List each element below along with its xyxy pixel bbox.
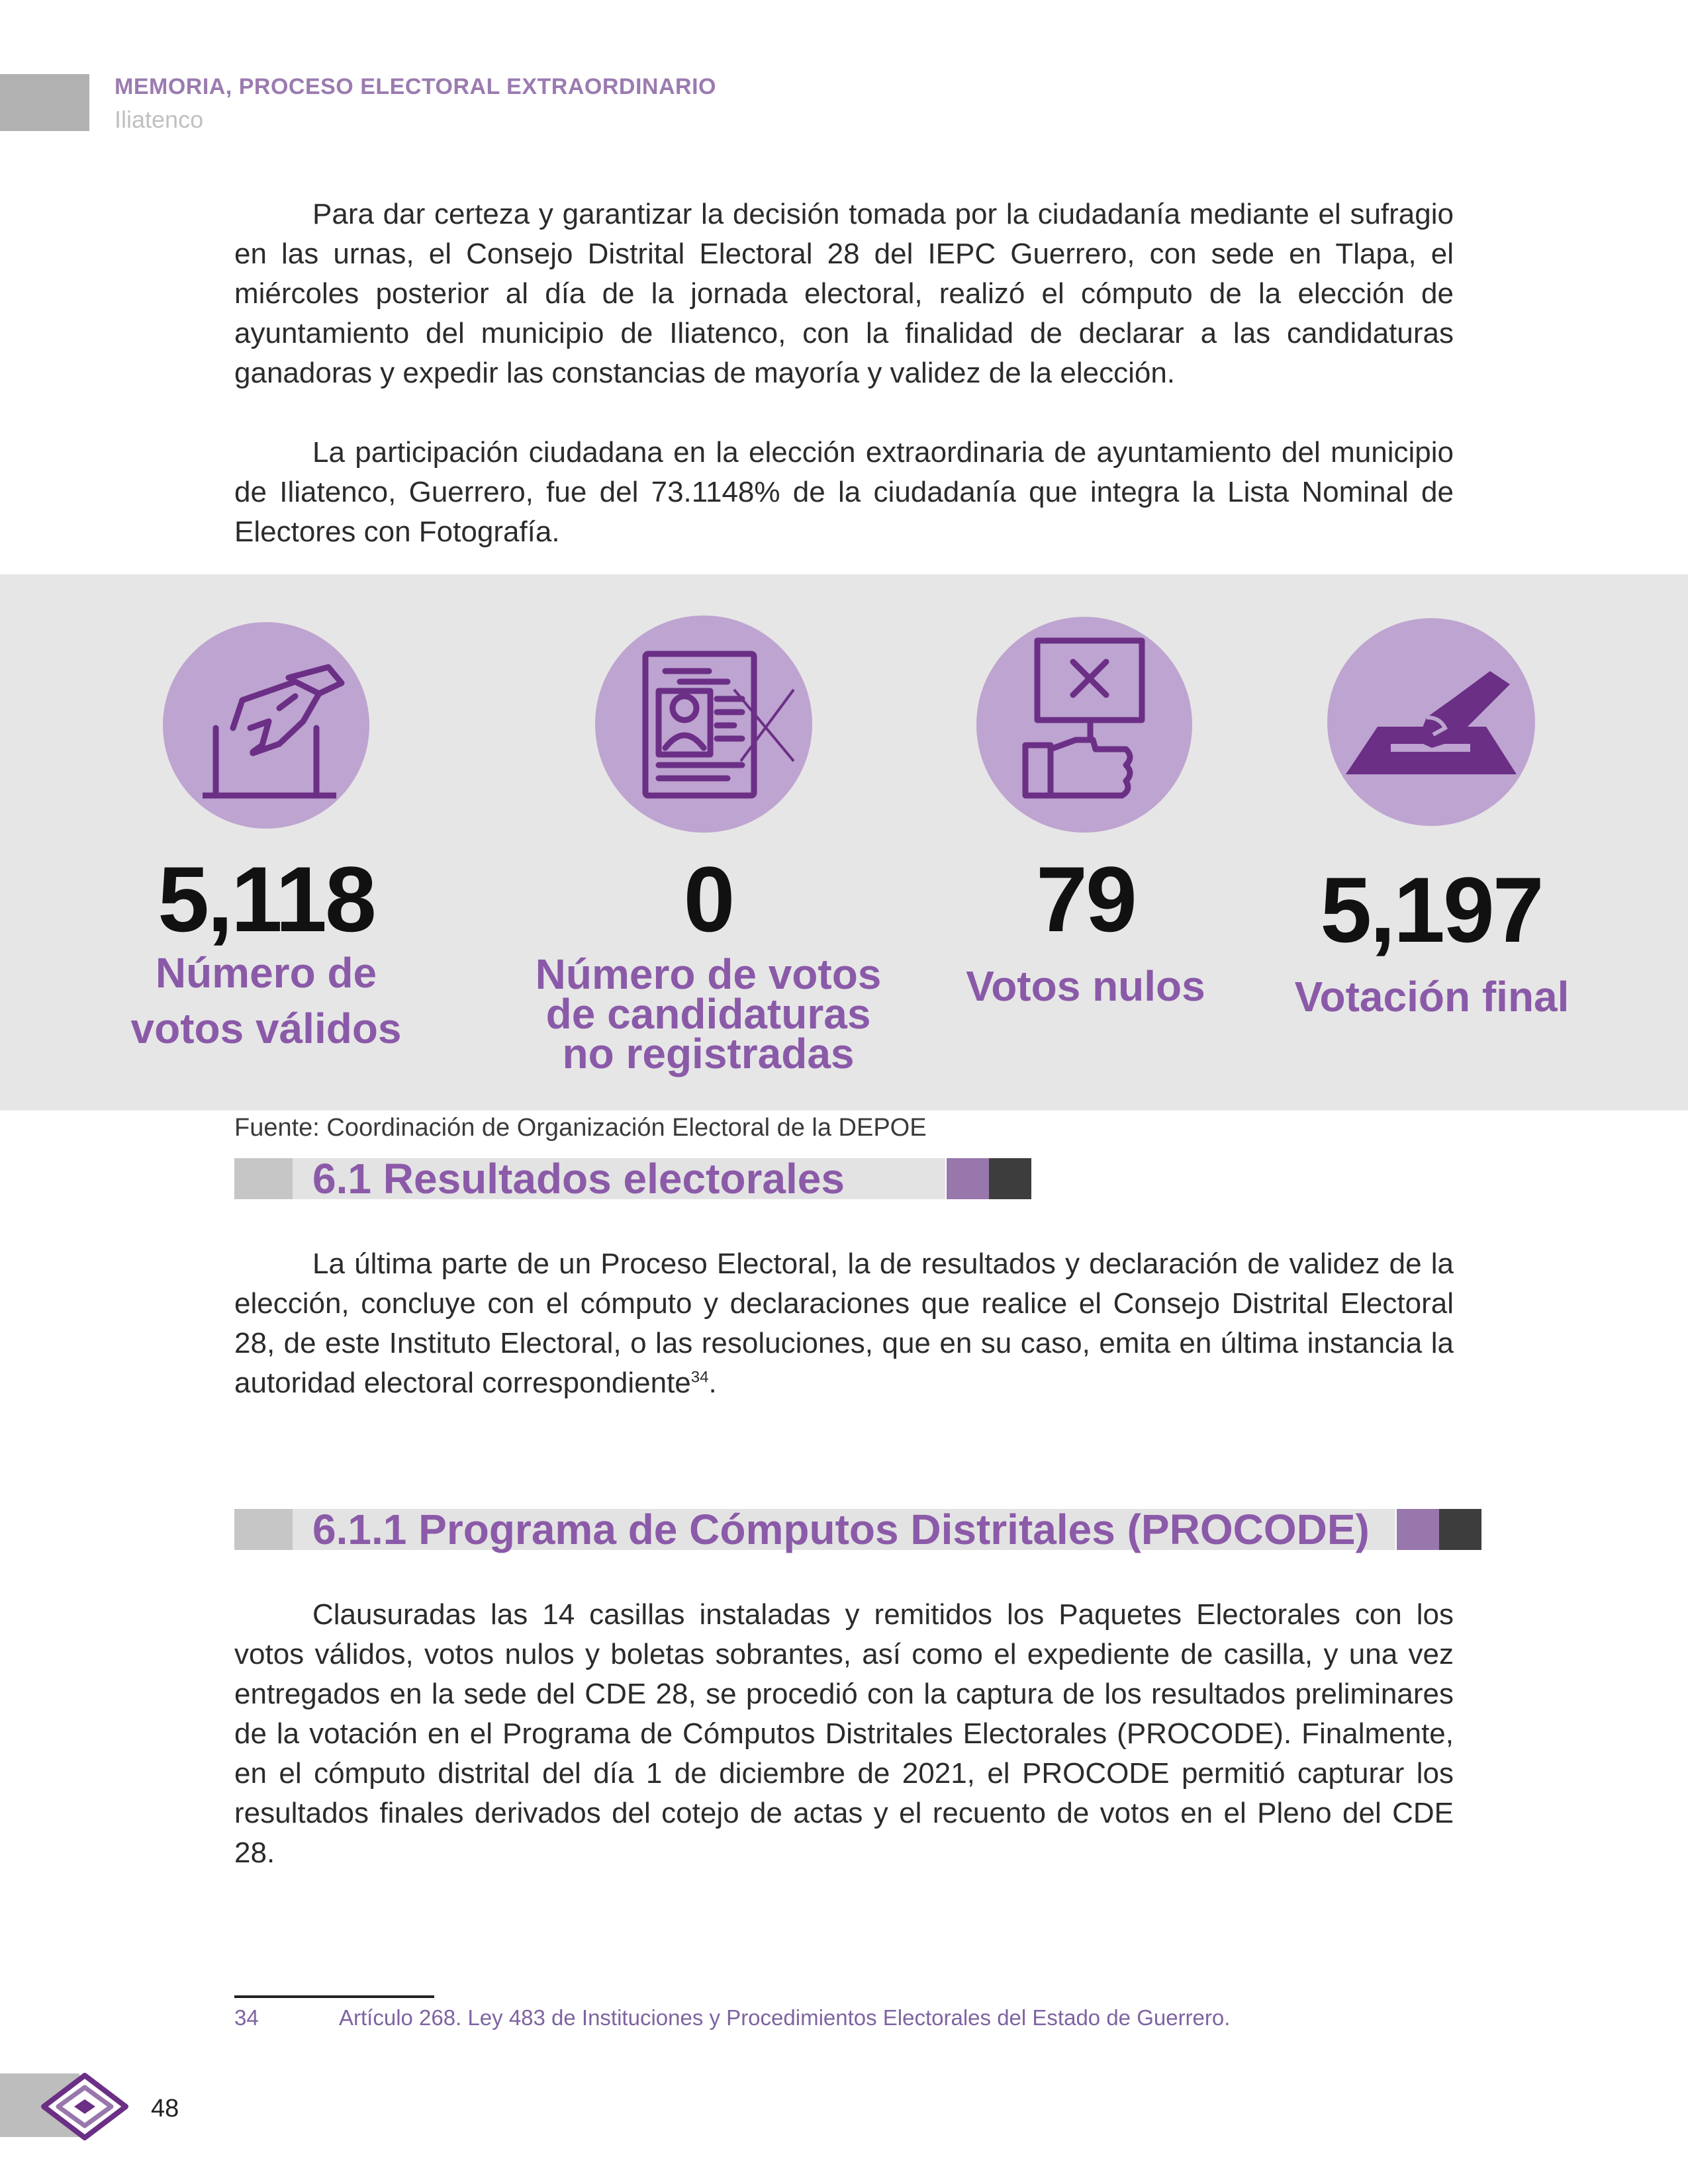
stat-label-final-votes: Votación final: [1294, 973, 1570, 1021]
header-bar: [0, 74, 89, 131]
paragraph-2-text: La participación ciudadana en la elección extraordinaria de ayuntamiento del municipio de Iliatenco, Guerrero, fue del 73.1148% de la ciudadanía que integra la Lista Nominal de Electores con Fotografía.: [234, 436, 1454, 548]
footnote-number: 34: [234, 2005, 259, 2030]
paragraph-1: [234, 195, 1454, 393]
paragraph-3: [234, 1244, 1454, 1403]
paragraph-4: [234, 1595, 1454, 1873]
crossed-ballot-sign-icon: [976, 617, 1192, 833]
stat-label-unregistered-line3: no registradas: [562, 1030, 855, 1077]
page-number: 48: [151, 2095, 179, 2122]
paragraph-1-text: Para dar certeza y garantizar la decisión tomada por la ciudadanía mediante el sufragio en las urnas, el Consejo Distrital Electoral 28 del IEPC Guerrero, con sede en Tlapa, el miércoles posterior al día de la jornada electoral, realizó el cómputo de la elección de ayuntamiento del municipio de Iliatenco, con la finalidad de declarar a las candidaturas ganadoras y expedir las constancias de mayoría y validez de la elección.: [234, 198, 1454, 389]
crossed-id-card-icon: [595, 615, 812, 833]
source-note: Fuente: Coordinación de Organización Electoral de la DEPOE: [234, 1114, 927, 1142]
section-title-6-1-1: 6.1.1 Programa de Cómputos Distritales (PROCODE): [312, 1506, 1370, 1553]
institution-logo-icon: [38, 2070, 131, 2143]
stat-label-null-votes: Votos nulos: [966, 962, 1205, 1010]
section-heading-6-1-1: [234, 1506, 1483, 1553]
section-heading-6-1: [234, 1155, 1031, 1203]
section-title-6-1: 6.1 Resultados electorales: [312, 1155, 845, 1203]
footnote-rule: [234, 1995, 434, 1998]
stat-value-valid-votes: 5,118: [158, 847, 375, 951]
stat-label-unregistered-line1: Número de votos: [535, 950, 882, 998]
hand-ballot-box-icon: [163, 622, 369, 829]
stat-value-unregistered-votes: 0: [683, 847, 733, 951]
stat-label-valid-votes: [86, 945, 446, 1056]
header-subtitle: Iliatenco: [115, 106, 204, 133]
stat-value-null-votes: 79: [1036, 847, 1135, 951]
stat-label-unregistered-line2: de candidaturas: [545, 990, 871, 1038]
paragraph-3-end: .: [708, 1367, 717, 1399]
stat-label-valid-votes-line1: Número de: [155, 949, 377, 997]
paragraph-3-text: La última parte de un Proceso Electoral, la de resultados y declaración de validez de la elección, concluye con el cómputo y declaraciones que realice el Consejo Distrital Electoral 28, de este Instituto Electoral, o las resoluciones, que en su caso, emita en última instancia la autoridad electoral correspondiente: [234, 1248, 1454, 1399]
results-infographic: [0, 574, 1688, 1111]
ballot-slot-icon: [1327, 618, 1535, 826]
paragraph-2: [234, 433, 1454, 552]
stat-label-unregistered-votes: [503, 950, 914, 1077]
stat-value-final-votes: 5,197: [1320, 858, 1542, 962]
footnote-ref-34[interactable]: 34: [690, 1368, 709, 1387]
stat-label-valid-votes-line2: votos válidos: [130, 1005, 402, 1052]
header-title: MEMORIA, PROCESO ELECTORAL EXTRAORDINARIO: [115, 74, 716, 99]
footnote-text: Artículo 268. Ley 483 de Instituciones y Procedimientos Electorales del Estado de Guerrero.: [339, 2005, 1231, 2030]
paragraph-4-text: Clausuradas las 14 casillas instaladas y remitidos los Paquetes Electorales con los votos válidos, votos nulos y boletas sobrantes, así como el expediente de casilla, y una vez entregados en la sede del CDE 28, se procedió con la captura de los resultados preliminares de la votación en el Programa de Cómputos Distritales Electorales (PROCODE). Finalmente, en el cómputo distrital del día 1 de diciembre de 2021, el PROCODE permitió capturar los resultados finales derivados del cotejo de actas y el recuento de votos en el Pleno del CDE 28.: [234, 1598, 1454, 1869]
